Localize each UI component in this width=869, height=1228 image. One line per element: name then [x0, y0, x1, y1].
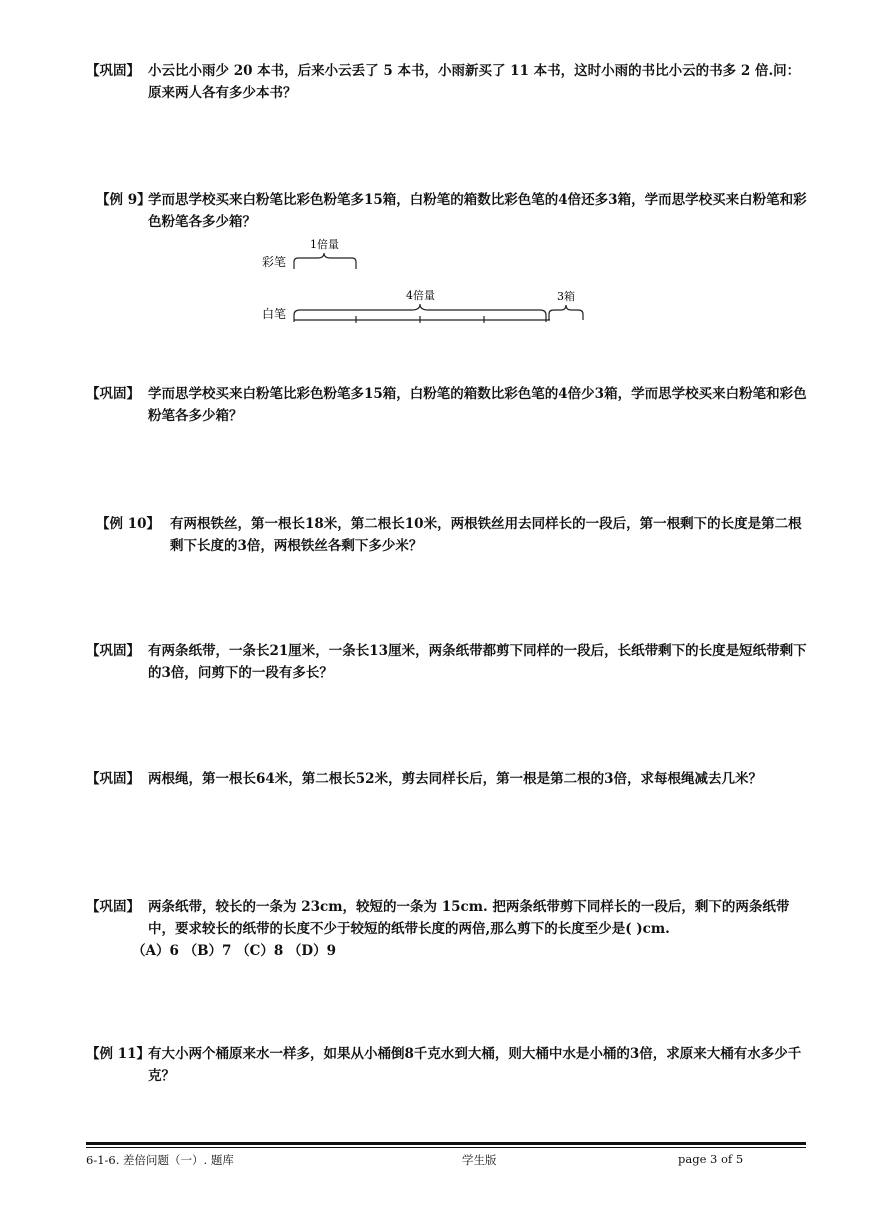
brace-extra: [549, 305, 583, 320]
brace-one-part: [294, 253, 356, 269]
item-tag: 【巩固】: [86, 63, 140, 79]
item-tag: 【例 9】: [96, 192, 151, 208]
item-text: 小云比小雨少 20 本书，后来小云丢了 5 本书，小雨新买了 11 本书，这时小雨的书比小云的书多 2 倍.问：原来两人各有多少本书？: [148, 63, 801, 101]
item-tag: 【例 11】: [86, 1046, 150, 1062]
item-text: 两根绳，第一根长64米，第二根长52米，剪去同样长后，第一根是第二根的3倍，求每根绳减去几米？: [148, 771, 762, 787]
answer-options: （A）6 （B）7 （C）8 （D）9: [132, 943, 337, 959]
footer-left: 6-1-6. 差倍问题（一）. 题库: [86, 1153, 234, 1167]
exercise-block: [86, 768, 808, 790]
footer-center: 学生版: [462, 1153, 497, 1167]
row2-label: 白笔: [262, 307, 287, 321]
row1-label: 彩笔: [262, 255, 287, 269]
example-block: [86, 1043, 808, 1087]
footer-divider-thin: [86, 1147, 806, 1148]
item-text: 有两条纸带，一条长21厘米，一条长13厘米，两条纸带都剪下同样的一段后，长纸带剩下的长度是短纸带剩下的3倍，问剪下的一段有多长？: [148, 643, 807, 681]
example-block: [96, 513, 808, 557]
footer-divider-thick: [86, 1142, 806, 1145]
exercise-block: [86, 640, 808, 684]
item-tag: 【巩固】: [86, 643, 140, 659]
one-part-label: 1倍量: [310, 238, 339, 251]
item-tag: 【例 10】: [96, 516, 160, 532]
four-part-label: 4倍量: [406, 289, 435, 302]
page-number: page 3 of 5: [678, 1152, 744, 1166]
line-segment-diagram: [258, 232, 608, 332]
item-text: 有两根铁丝，第一根长18米，第二根长10米，两根铁丝用去同样长的一段后，第一根剩下的长度是第二根剩下长度的3倍，两根铁丝各剩下多少米？: [170, 516, 802, 554]
item-text: 学而思学校买来白粉笔比彩色粉笔多15箱，白粉笔的箱数比彩色笔的4倍少3箱，学而思学校买来白粉笔和彩色粉笔各多少箱？: [148, 386, 807, 424]
extra-label: 3箱: [557, 290, 575, 303]
item-tag: 【巩固】: [86, 386, 140, 402]
exercise-block: [86, 60, 808, 104]
exercise-block: [86, 896, 808, 962]
item-text: 学而思学校买来白粉笔比彩色粉笔多15箱，白粉笔的箱数比彩色笔的4倍还多3箱，学而思学校买来白粉笔和彩色粉笔各多少箱？: [148, 192, 807, 230]
item-text: 两条纸带，较长的一条为 23cm，较短的一条为 15cm. 把两条纸带剪下同样长的一段后，剩下的两条纸带中，要求较长的纸带的长度不少于较短的纸带长度的两倍,那么剪下的长度至少是( )cm.: [148, 899, 790, 937]
example-block: [96, 189, 808, 233]
item-text: 有大小两个桶原来水一样多，如果从小桶倒8千克水到大桶，则大桶中水是小桶的3倍，求原来大桶有水多少千克？: [148, 1046, 802, 1084]
exercise-block: [86, 383, 808, 427]
item-tag: 【巩固】: [86, 771, 140, 787]
item-tag: 【巩固】: [86, 899, 140, 915]
